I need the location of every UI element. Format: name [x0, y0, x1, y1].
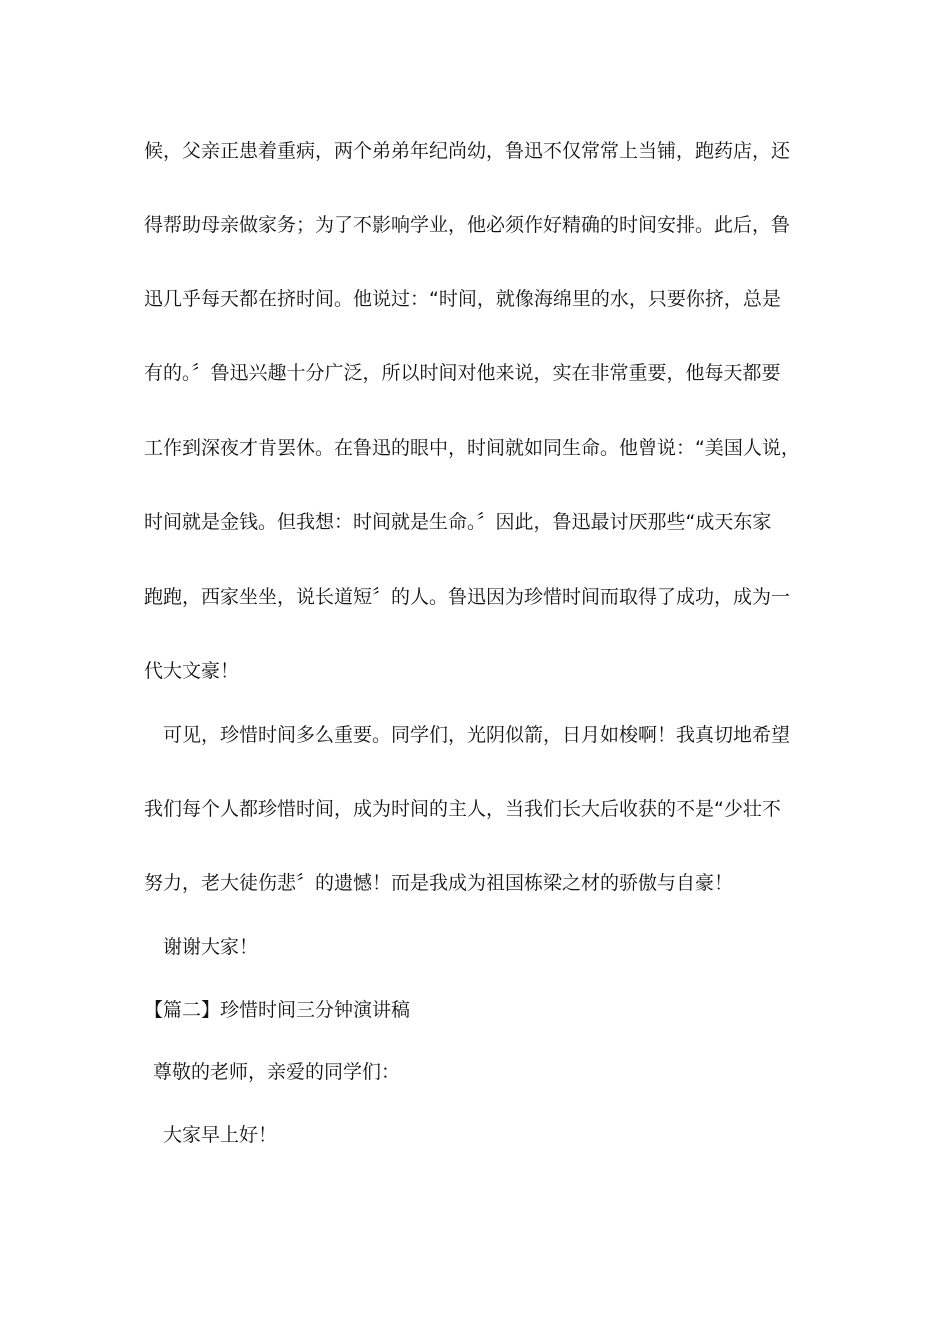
text-line: 代大文豪！ — [144, 660, 240, 682]
text-line: 迅几乎每天都在挤时间。他说过：“时间，就像海绵里的水，只要你挤，总是 — [144, 288, 781, 310]
text-line: 候，父亲正患着重病，两个弟弟年纪尚幼，鲁迅不仅常常上当铺，跑药店，还 — [144, 140, 791, 162]
text-line: 有的。〞鲁迅兴趣十分广泛，所以时间对他来说，实在非常重要，他每天都要 — [144, 362, 781, 384]
text-line: 工作到深夜才肯罢休。在鲁迅的眼中，时间就如同生命。他曾说：“美国人说， — [144, 437, 800, 459]
salutation-line: 尊敬的老师，亲爱的同学们： — [153, 1061, 401, 1083]
text-line: 努力，老大徒伤悲〞的遗憾！而是我成为祖国栋梁之材的骄傲与自豪！ — [144, 872, 734, 894]
text-line: 得帮助母亲做家务；为了不影响学业，他必须作好精确的时间安排。此后，鲁 — [144, 214, 791, 236]
section-heading: 【篇二】珍惜时间三分钟演讲稿 — [144, 999, 411, 1021]
text-line: 跑跑，西家坐坐，说长道短〞的人。鲁迅因为珍惜时间而取得了成功，成为一 — [144, 586, 791, 608]
text-line: 我们每个人都珍惜时间，成为时间的主人，当我们长大后收获的不是“少壮不 — [144, 798, 781, 820]
closing-line: 谢谢大家！ — [163, 936, 259, 958]
paragraph-start-line: 可见，珍惜时间多么重要。同学们，光阴似箭，日月如梭啊！我真切地希望 — [163, 724, 791, 746]
greeting-line: 大家早上好！ — [163, 1124, 278, 1146]
text-line: 时间就是金钱。但我想：时间就是生命。〞因此，鲁迅最讨厌那些“成天东家 — [144, 511, 772, 533]
